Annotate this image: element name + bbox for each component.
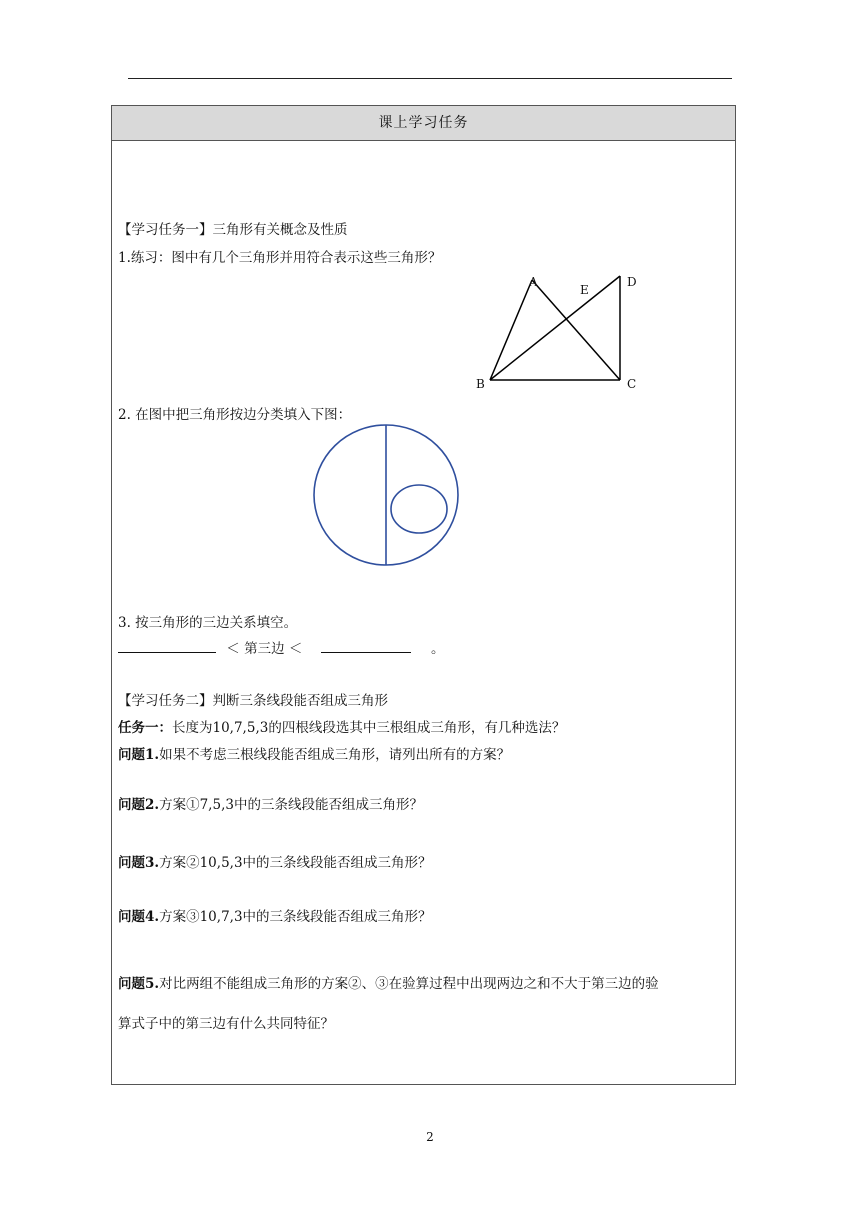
header-rule <box>128 78 732 79</box>
inequality-text: ＜ 第三边 ＜ <box>226 641 303 657</box>
mission-label: 任务一： <box>118 720 172 736</box>
blank-lower[interactable] <box>118 652 216 653</box>
question-1 <box>118 743 510 763</box>
question-2-label: 问题2. <box>118 797 160 813</box>
question-3-label: 问题3. <box>118 855 160 871</box>
point-label-b: B <box>476 377 485 391</box>
inequality-end: 。 <box>430 641 445 657</box>
task1-question3: 3. 按三角形的三边关系填空。 <box>118 615 298 631</box>
task2-title: 【学习任务二】判断三条线段能否组成三角形 <box>118 693 388 709</box>
question-3 <box>118 851 432 871</box>
question-4-label: 问题4. <box>118 909 160 925</box>
question-4 <box>118 905 432 925</box>
triangle-inequality-line <box>118 637 444 657</box>
question-4-text: 方案③10,7,3中的三条线段能否组成三角形？ <box>159 909 432 925</box>
point-label-e: E <box>580 283 589 297</box>
task1-title: 【学习任务一】三角形有关概念及性质 <box>118 222 348 238</box>
question-5-line2: 算式子中的第三边有什么共同特征？ <box>118 1016 334 1032</box>
triangle-figure <box>470 270 650 400</box>
question-3-text: 方案②10,5,3中的三条线段能否组成三角形？ <box>159 855 432 871</box>
question-5-label: 问题5. <box>118 976 160 992</box>
question-5 <box>118 972 659 992</box>
point-label-a: A <box>529 275 538 289</box>
question-1-label: 问题1. <box>118 747 160 763</box>
point-label-d: D <box>627 275 637 289</box>
question-1-text: 如果不考虑三根线段能否组成三角形，请列出所有的方案？ <box>159 747 511 763</box>
task1-question1: 1.练习：图中有几个三角形并用符合表示这些三角形？ <box>118 250 442 266</box>
mission-text: 长度为10,7,5,3的四根线段选其中三根组成三角形，有几种选法？ <box>172 720 566 736</box>
blank-upper[interactable] <box>321 652 411 653</box>
question-2-text: 方案①7,5,3中的三条线段能否组成三角形？ <box>159 797 423 813</box>
question-2 <box>118 793 423 813</box>
task1-question2: 2. 在图中把三角形按边分类填入下图： <box>118 407 352 423</box>
page-number: 2 <box>426 1130 434 1144</box>
box-header-title: 课上学习任务 <box>112 106 735 141</box>
question-5-text: 对比两组不能组成三角形的方案②、③在验算过程中出现两边之和不大于第三边的验 <box>159 976 659 992</box>
classification-circle-diagram <box>310 422 462 568</box>
point-label-c: C <box>627 377 637 391</box>
mission-one <box>118 716 565 736</box>
